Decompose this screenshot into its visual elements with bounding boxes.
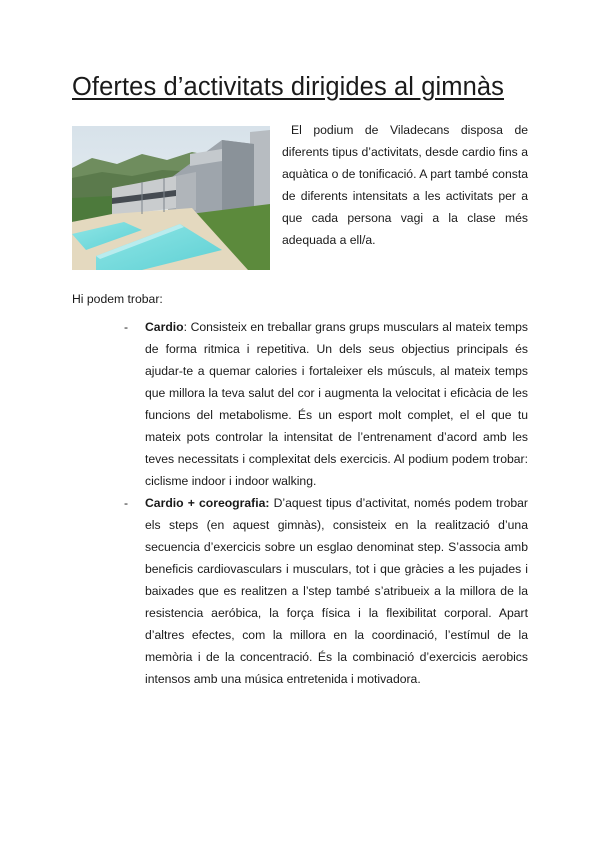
item-separator: : [183,320,187,334]
item-title: Cardio + coreografia: [145,496,270,510]
item-description: D’aquest tipus d’activitat, només podem trobar els steps (en aquest gimnàs), consisteix en la realització d’una secuencia d’exercicis sobre un esglao denominat step. S’associa amb beneficis cardiovasculars i musculars, tot i que gràcies a les pujades i baixades que es realitzen a l’step també s’atribueix a la millora de la resistencia aeróbica, la força física i la flexibilitat corporal. Apart d’altres efectes, com la millora en la coordinació, l’estímul de la memòria i de la concentració. És la combinació d’exercicis aerobics intensos amb una música entretenida i motivadora. [145,496,528,686]
activity-list [124,316,528,690]
bullet-dash: - [124,496,129,510]
list-item-cardio-coreografia [124,492,528,690]
item-title: Cardio [145,320,184,334]
building-pool-photo [72,126,270,270]
list-lead: Hi podem trobar: [72,292,163,306]
intro-paragraph: El podium de Viladecans disposa de diferents tipus d’activitats, desde cardio fins a aquàtica o de tonificació. A part també consta de diferents intensitats a les activitats per a que cada persona vagi a la clase més adequada a ell/a. [282,123,528,247]
page-title: Ofertes d’activitats dirigides al gimnàs [72,73,505,101]
bullet-dash: - [124,320,129,334]
item-description: Consisteix en treballar grans grups musculars al mateix temps de forma ritmica i repetitiva. Un dels seus objectius principals és ajudar-te a quemar calories i fortaleixer els músculs, al mateix temps que millora la teva salut del cor i augmenta la velocitat i eficàcia de les funcions del metabolisme. És un esport molt complet, el el que tu mateix pots controlar la intensitat de l’entrenament d’acord amb les teves necessitats i complexitat dels exercicis. Al podium podem trobar: ciclisme indoor i indoor walking. [145,320,528,488]
list-item-cardio [124,316,528,492]
